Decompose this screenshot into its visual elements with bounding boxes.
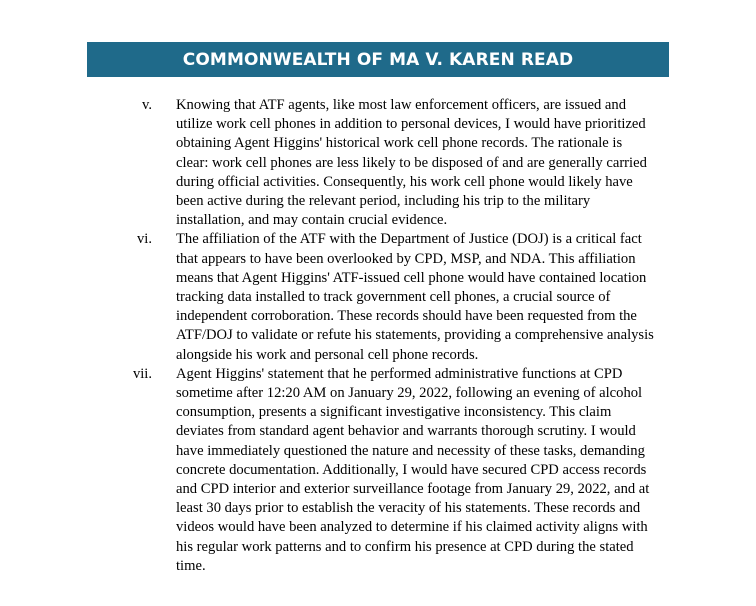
document-title: COMMONWEALTH OF MA V. KAREN READ [182,49,574,70]
header-banner [87,42,669,77]
item-paragraph: The affiliation of the ATF with the Department of Justice (DOJ) is a critical fact that appears to have been overlooked by CPD, MSP, and NDA. This affiliation means that Agent Higgins' ATF-issued cell phone would have contained location tracking data installed to track government cell phones, a crucial source of independent corroboration. These records should have been requested from the ATF/DOJ to validate or refute his statements, providing a comprehensive analysis alongside his work and personal cell phone records. [176,231,654,363]
list-item-v [0,96,756,230]
numbered-list [0,96,756,576]
list-item-vii [0,365,756,576]
item-paragraph: Knowing that ATF agents, like most law enforcement officers, are issued and utilize work cell phones in addition to personal devices, I would have prioritized obtaining Agent Higgins' historical work cell phone records. The rationale is clear: work cell phones are less likely to be disposed of and are generally carried during official activities. Consequently, his work cell phone would likely have been active during the relevant period, including his trip to the military installation, and may contain crucial evidence. [176,97,647,229]
item-paragraph: Agent Higgins' statement that he performed administrative functions at CPD sometime after 12:20 AM on January 29, 2022, following an evening of alcohol consumption, presents a significant investigative inconsistency. This claim deviates from standard agent behavior and warrants thorough scrutiny. I would have immediately questioned the nature and necessity of these tasks, demanding concrete documentation. Additionally, I would have secured CPD access records and CPD interior and exterior surveillance footage from January 29, 2022, and at least 30 days prior to establish the veracity of his statements. These records and videos would have been analyzed to determine if his claimed activity aligns with his regular work patterns and to confirm his presence at CPD during the stated time. [176,365,650,574]
item-numeral: v. [142,97,152,113]
list-item-vi [0,230,756,364]
item-numeral: vi. [137,231,152,248]
item-numeral: vii. [132,365,152,382]
